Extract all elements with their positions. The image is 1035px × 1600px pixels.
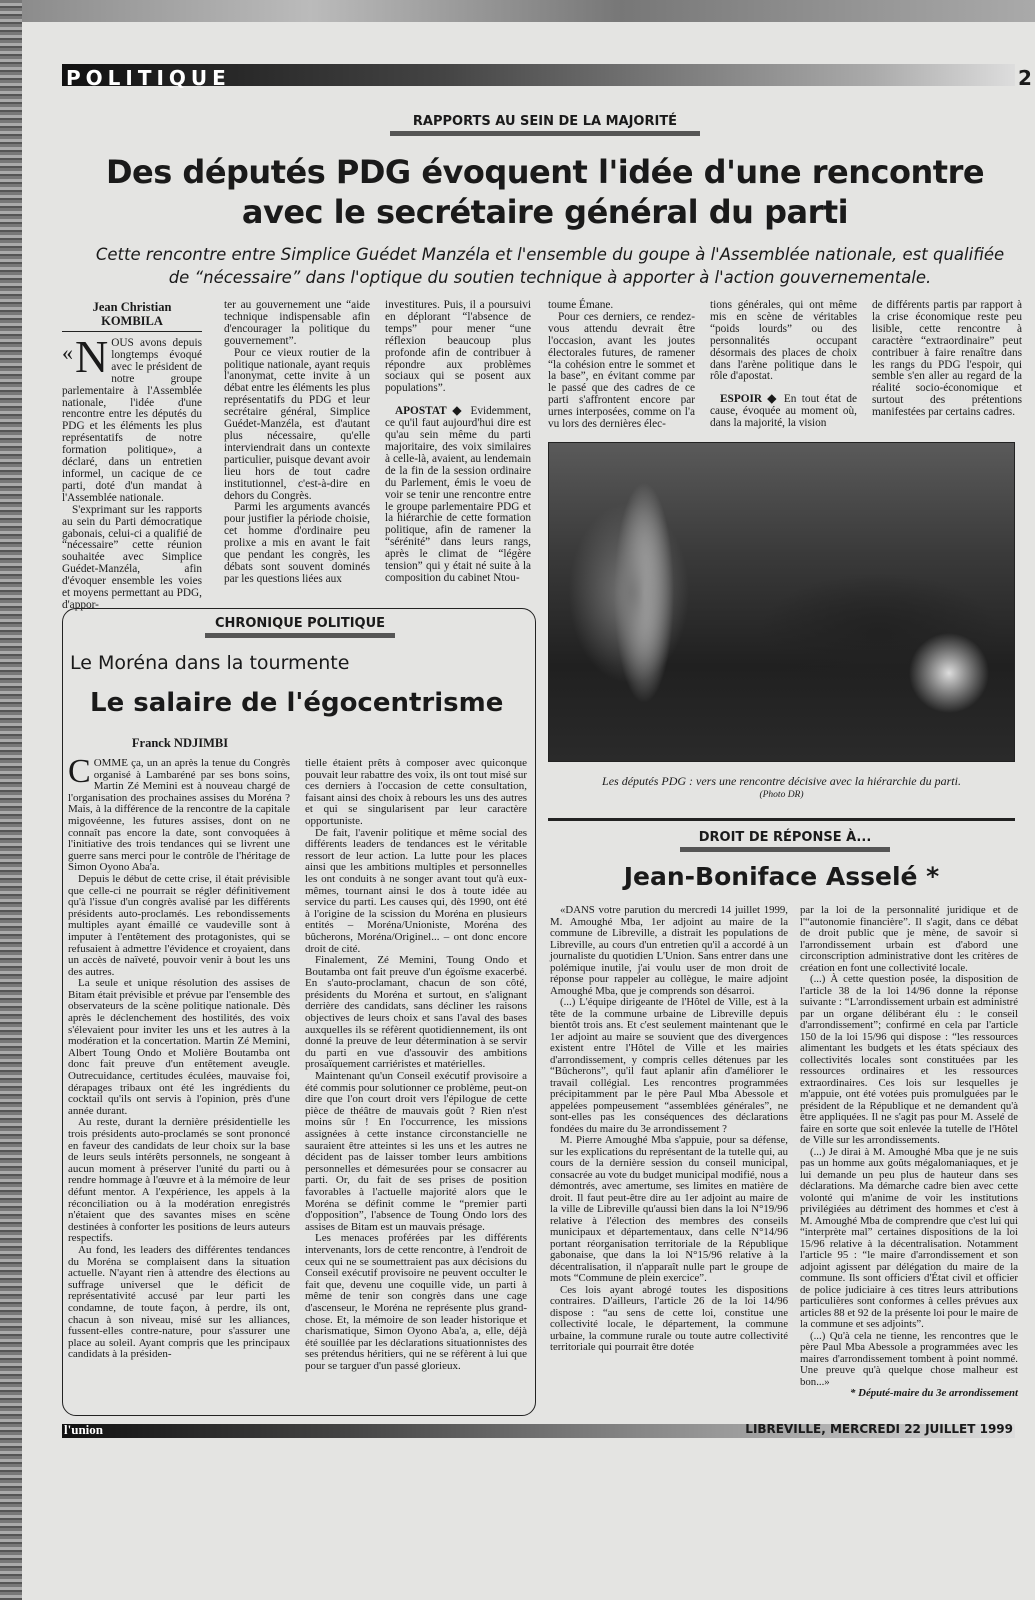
paragraph: (...) Qu'à cela ne tienne, les rencontres que le père Paul Mba Abessole a programmées avec les maires d'arrondissement tombent à point nommé. Une preuve qu'à quelque chose malheur est bon...» bbox=[800, 1329, 1018, 1388]
author-note: * Député-maire du 3e arrondissement bbox=[850, 1387, 1018, 1399]
subheadline: Cette rencontre entre Simplice Guédet Manzéla et l'ensemble du goupe à l'Assemblée nationale, est qualifiée de “nécessaire” dans l'optique du soutien technique à apporter à l'action gouvernementale. bbox=[95, 245, 1005, 287]
divider bbox=[548, 818, 1015, 821]
paragraph: de différents partis par rapport à la crise économique reste peu lisible, cette rencontre à caractère “extraordinaire” peut contribuer à faire renaître dans les rangs du PDG l'espoir, qui semble s'en aller au regard de la réalité socio-économique et surtout des prétentions manifestées par certains cadres. bbox=[872, 299, 1022, 419]
paragraph: OMME ça, un an après la tenue du Congrès organisé à Lambaréné par ses bons soins, Martin Zé Memini est à nouveau chargé de l'organisation des prochaines assises du Moréna ? Mais, à la différence de la rencontre de la capitale migovéenne, les futures assises, dont on ne connaît pas encore la date, sont convoquées à l'initiative des trois tendances qui se livrent une guerre sans merci pour le contrôle de l'héritage de Simon Oyono Aba'a. bbox=[68, 757, 290, 874]
subhead-espoir: ESPOIR ◆ bbox=[720, 393, 779, 406]
paragraph: De fait, l'avenir politique et même social des différents leaders de tendances est le véritable ressort de leur action. La lutte pour les places ainsi que les ambitions multiples et personnelles les ont conduits à ne songer avant tout qu'à eux-mêmes, tournant ainsi le dos à toute idée au service du parti. Les causes qui, dès 1990, ont été à l'origine de la scission du Moréna en plusieurs entités – Moréna/Unioniste, Moréna des bûcherons, Moréna/Originel... – ont donc encore droit de cité. bbox=[305, 826, 527, 955]
scan-edge-left bbox=[0, 0, 22, 1600]
drop-cap: C bbox=[68, 753, 91, 790]
section-rubric: POLITIQUE bbox=[66, 66, 231, 90]
paragraph: Parmi les arguments avancés pour justifier la période choisie, cet homme d'ordinaire peu prolixe a mis en avant le fait que pendant les congrès, les débats sont souvent dominés par les questions liées aux bbox=[224, 501, 370, 585]
paragraph: OUS avons depuis longtemps évoqué avec le président de notre groupe parlementaire à l'Assemblée nationale, l'idée d'une rencontre entre les députés du PDG et les éléments les plus représentatifs de notre formation politique», a déclaré, dans un entretien informel, un cacique de ce parti, doté d'un mandat à l'Assemblée nationale. bbox=[62, 337, 202, 504]
droit-column-1 bbox=[550, 905, 788, 1405]
paragraph: par la loi de la personnalité juridique et de l'“autonomie financière”. Il s'agit, dans ce débat de droit public que je mène, de savoir si l'arrondissement urbain est d'abord une circonscription administrative dont les critères de création en font une collectivité locale. bbox=[800, 904, 1018, 974]
paragraph: (...) Je dirai à M. Amoughé Mba que je ne suis pas un homme aux goûts mégalomaniaques, et je lui demande un peu plus de hauteur dans ses déclarations. Ma démarche cadre bien avec cette volonté qui m'anime de voir les institutions privilégiées au détriment des hommes et c'est à M. Amoughé Mba de comprendre que c'est lui qui “interprète mal” certaines dispositions de la loi 15/96 relative à la décentralisation. Notamment l'article 95 : “le maire d'arrondissement et son adjoint agissent par délégation du maire de la commune. Ils sont officiers d'État civil et officier de police judiciaire à ces titres leurs attributions particulières sont conformes à celles prévues aux articles 88 et 92 de la présente loi pour le maire de la commune et ses adjoints”. bbox=[800, 1145, 1018, 1330]
article-column-2 bbox=[224, 300, 370, 588]
drop-cap: N bbox=[75, 331, 109, 382]
article-column-5 bbox=[710, 300, 857, 430]
paragraph: Evidemment, ce qu'il faut aujourd'hui dire est qu'au sein même du parti majoritaire, des voix similaires à celle-là, avaient, au lendemain de la fin de la session ordinaire du Parlement, émis le voeu de voir se tenir une rencontre entre le groupe parlementaire PDG et la hiérarchie de cette formation politique, afin de ramener la “sérénité” dans leurs rangs, après le climat de “légère tension” qui y était né suite à la composition du cabinet Ntou- bbox=[385, 405, 531, 584]
page-number: 2 bbox=[1018, 66, 1032, 90]
paragraph: Maintenant qu'un Conseil exécutif provisoire a été commis pour solutionner ce problème, peut-on dire que l'on court droit vers l'épilogue de cette pièce de théâtre de mauvais goût ? Rien n'est moins sûr ! En l'occurrence, les missions assignées à cette instance circonstancielle ne sauraient être atteintes si les uns et les autres ne décident pas de laisser tomber leurs ambitions personnelles et démesurées pour se consacrer au parti. Or, du fait de ses prises de position favorables à l'actuelle majorité alors que le Moréna se définit comme le “premier parti d'opposition”, l'absence de Toung Ondo lors des assises de Bitam est un mauvais présage. bbox=[305, 1070, 527, 1233]
article-column-4 bbox=[548, 300, 695, 430]
paragraph: La seule et unique résolution des assises de Bitam était prévisible et prévue par l'ensemble des observateurs de la scène politique nationale. Dès après le déclenchement des hostilités, des voix s'élevaient pour inviter les uns et les autres à la modération et la concertation. Martin Zé Memini, Albert Toung Ondo et Molière Boutamba ont donc fait preuve d'un entêtement aveugle. Outrecuidance, certitudes éculées, mauvaise foi, dérapages tribaux ont été les ingrédients du cocktail qu'ils ont servis à l'opinion, près d'une année durant. bbox=[68, 977, 290, 1117]
paragraph: (...) L'équipe dirigeante de l'Hôtel de Ville, est à la tête de la commune urbaine de Libreville depuis bientôt trois ans. Et c'est seulement maintenant que le 1er adjoint au maire se souvient que des divergences existent entre l'Hôtel de Ville et les mairies d'arrondissement, y compris celles détenues par les “Bûcherons”, qu'il faut aplanir afin d'améliorer le travail collégial. Les rencontres programmées précipitamment par le père Paul Mba Abessole et appelées pompeusement “assemblées générales”, ne sont-elles pas les conséquences des déclarations fondées du maire du 3e arrondissement ? bbox=[550, 996, 788, 1135]
paragraph: Les menaces proférées par les différents intervenants, lors de cette rencontre, à l'endroit de ceux qui ne se soumettraient pas aux décisions du Conseil exécutif provisoire ne peuvent occulter le fait que, devenu une coquille vide, un parti à même de tenir son congrès dans une cage d'ascenseur, le Moréna ne représente plus grand-chose. Et, la mémoire de son leader historique et charismatique, Simon Oyono Aba'a, a, elle, déjà été souillée par les déclarations situationnistes des ses prétendus héritiers, qui ne se réfèrent à lui que pour se targuer d'un passé glorieux. bbox=[305, 1232, 527, 1372]
paragraph: tions générales, qui ont même mis en scène de véritables “poids lourds” ou des personnalités occupant désormais des places de choix dans l'arène politique dans le rôle d'apostat. bbox=[710, 299, 857, 383]
droit-title: Jean-Boniface Asselé * bbox=[623, 862, 940, 891]
paragraph: En tout état de cause, évoquée au moment où, dans la majorité, la vision bbox=[710, 393, 857, 430]
article-column-3 bbox=[385, 300, 531, 588]
paragraph: Pour ces derniers, ce rendez-vous attendu devrait être l'occasion, avant les joutes électorales futures, de ramener “la cohésion entre le sommet et la base”, en évitant comme par le passé que des cadres de ce parti s'affrontent encore par urnes interposées, comme on l'a vu lors des dernières élec- bbox=[548, 310, 695, 431]
headline: Des députés PDG évoquent l'idée d'une rencontre avec le secrétaire général du parti bbox=[105, 153, 985, 231]
paragraph: toume Émane. bbox=[548, 299, 614, 311]
photo-credit: (Photo DR) bbox=[759, 790, 804, 800]
droit-column-2 bbox=[800, 905, 1018, 1417]
quote-mark: « bbox=[62, 340, 73, 365]
byline: Jean Christian KOMBILA bbox=[62, 300, 202, 332]
chronique-title: Le salaire de l'égocentrisme bbox=[90, 688, 504, 718]
paragraph: S'exprimant sur les rapports au sein du Parti démocratique gabonais, celui-ci a qualifié de “nécessaire” cette réunion souhaitée avec Simplice Guédet-Manzéla, afin d'évoquer ensemble les voies et moyens permettant au PDG, d'appor- bbox=[62, 503, 202, 611]
paragraph: «DANS votre parution du mercredi 14 juillet 1999, M. Amoughé Mba, 1er adjoint au maire de la commune de Libreville, a distrait les populations de Libreville, au cours d'un entretien qu'il a accordé à un journaliste du quotidien L'Union. Sans entrer dans une polémique inutile, j'ai voulu user de mon droit de réponse pour rappeler au collègue, le maire adjoint Amoughé Mba, que je comprends son désarroi. bbox=[550, 904, 788, 997]
paragraph: Au fond, les leaders des différentes tendances du Moréna se complaisent dans la situation actuelle. N'ayant rien à attendre des élections au suffrage universel que le déficit de représentativité accusé par leur parti les condamne, de toute façon, à perdre, ils ont, chacun à son niveau, misé sur les alliances, fussent-elles contre-nature, pour s'assurer une place au soleil. Ayant compris que les principaux candidats à la présiden- bbox=[68, 1243, 290, 1361]
paragraph: Au reste, durant la dernière présidentielle les trois présidents auto-proclamés se sont prononcé en faveur des candidats de leur choix sur la base de leurs seuls intérêts personnels, ne songeant à aucun moment à préserver l'unité du parti ou à rendre hommage à l'œuvre et à la mémoire de leur défunt mentor. A l'expérience, les appels à la réconciliation ou à la modération enregistrés n'étaient que des savantes mises en scène destinées à conforter les positions de leurs auteurs respectifs. bbox=[68, 1116, 290, 1245]
paragraph: investitures. Puis, il a poursuivi en déplorant “l'absence de temps” pour mener “une réflexion beaucoup plus profonde afin de contribuer à répondre aux problèmes sociaux qui se posent aux populations”. bbox=[385, 299, 531, 395]
chronique-column-1 bbox=[68, 753, 290, 1400]
dateline: LIBREVILLE, MERCREDI 22 JUILLET 1999 bbox=[745, 1422, 1013, 1436]
photo-caption: Les députés PDG : vers une rencontre décisive avec la hiérarchie du parti. bbox=[602, 774, 961, 788]
droit-kicker: DROIT DE RÉPONSE À... bbox=[680, 830, 890, 852]
paragraph: M. Pierre Amoughé Mba s'appuie, pour sa défense, sur les explications du représentant de la tutelle qui, au cours de la dernière session du conseil municipal, consacrée au vote du budget municipal modifié, nous a démontrés, avec amertume, ses limites en matière de droit. Il faut peut-être dire au 1er adjoint au maire de la ville de Libreville qu'aussi bien dans la loi N°19/96 relative à l'élection des membres des conseils municipaux et départementaux, dans celle N°14/96 portant réorganisation territoriale de la République gabonaise, que dans la loi N°15/96 relative à la décentralisation, il n'apparaît nulle part le groupe de mots “Commune de plein exercice”. bbox=[550, 1134, 788, 1284]
subhead-apostat: APOSTAT ◆ bbox=[395, 405, 465, 418]
chronique-column-2 bbox=[305, 758, 527, 1400]
scan-edge-top bbox=[0, 0, 1035, 22]
article-column-6 bbox=[872, 300, 1022, 430]
chronique-byline: Franck NDJIMBI bbox=[131, 736, 229, 750]
paragraph: Finalement, Zé Memini, Toung Ondo et Boutamba ont fait preuve d'un égoïsme exacerbé. En s'auto-proclamant, chacun de son côté, présidents du Moréna et surtout, en s'alignant derrière des candidats, sans décliner les raisons objectives de leurs choix et sans l'aval des bases auxquelles ils se réfèrent quotidiennement, ils ont donné la preuve de leur détermination à se servir du parti en vue d'assouvir des ambitions prosaïquement carriéristes et matérielles. bbox=[305, 954, 527, 1071]
paragraph: tielle étaient prêts à composer avec quiconque pouvait leur rabattre des voix, ils ont tout misé sur ces derniers à l'occasion de cette consultation, faisant ainsi des choix à rebours les uns des autres et qui se singularisent par leur caractère opportuniste. bbox=[305, 757, 527, 827]
paragraph: Depuis le début de cette crise, il était prévisible que celle-ci ne pourrait se régler définitivement qu'à l'issue d'un congrès avalisé par les différents présidents auto-proclamés. Les rebondissements multiples ayant émaillé ce vaudeville sont à imputer à l'entêtement des protagonistes, qui se refusaient à admettre l'évidence et croyaient, dans un accès de naïveté, pouvoir venir à bout les uns des autres. bbox=[68, 872, 290, 978]
article-kicker: RAPPORTS AU SEIN DE LA MAJORITÉ bbox=[390, 114, 700, 136]
paragraph: ter au gouvernement une “aide technique indispensable afin d'encourager la politique du gouvernement”. bbox=[224, 299, 370, 347]
chronique-subtitle: Le Moréna dans la tourmente bbox=[70, 652, 350, 674]
paragraph: Pour ce vieux routier de la politique nationale, ayant requis l'anonymat, cette invite à un débat entre les éléments les plus représentatifs du PDG et leur secrétaire général, Simplice Guédet-Manzéla, est d'autant plus nécessaire, qu'elle interviendrait dans un contexte particulier, puisque devant avoir lieu hors de tout cadre institutionnel, c'est-à-dire en dehors du Congrès. bbox=[224, 346, 370, 502]
chronique-kicker: CHRONIQUE POLITIQUE bbox=[205, 616, 395, 638]
paragraph: Ces lois ayant abrogé toutes les dispositions contraires. D'ailleurs, l'article 26 de la loi 14/96 dispose : “au sens de cette loi, constitue une collectivité locale, le département, la commune urbaine, la commune rurale ou toute autre collectivité territoriale qui pourrait être dotée bbox=[550, 1283, 788, 1353]
newspaper-name: l'union bbox=[64, 1422, 104, 1437]
photo-deputies-voting bbox=[548, 442, 1015, 762]
article-column-1 bbox=[62, 331, 202, 611]
paragraph: (...) À cette question posée, la disposition de l'article 38 de la loi 14/96 donne la réponse suivante : “L'arrondissement urbain est administré par un organe délibérant élu : le conseil d'arrondissement”; confirmé en cela par l'article 150 de la loi 15/96 qui dispose : “les ressources alimentant les budgets et les états spéciaux des collectivités locales sont constituées par les ressources ordinaires et les ressources extraordinaires. Ces lois sur lesquelles je m'appuie, ont été votées puis promulguées par le président de la République et ne demandent qu'à être appliquées. Il ne s'agit pas pour M. Asselé de faire en sorte que soit enlevée la tutelle de l'Hôtel de Ville sur les arrondissements. bbox=[800, 973, 1018, 1146]
